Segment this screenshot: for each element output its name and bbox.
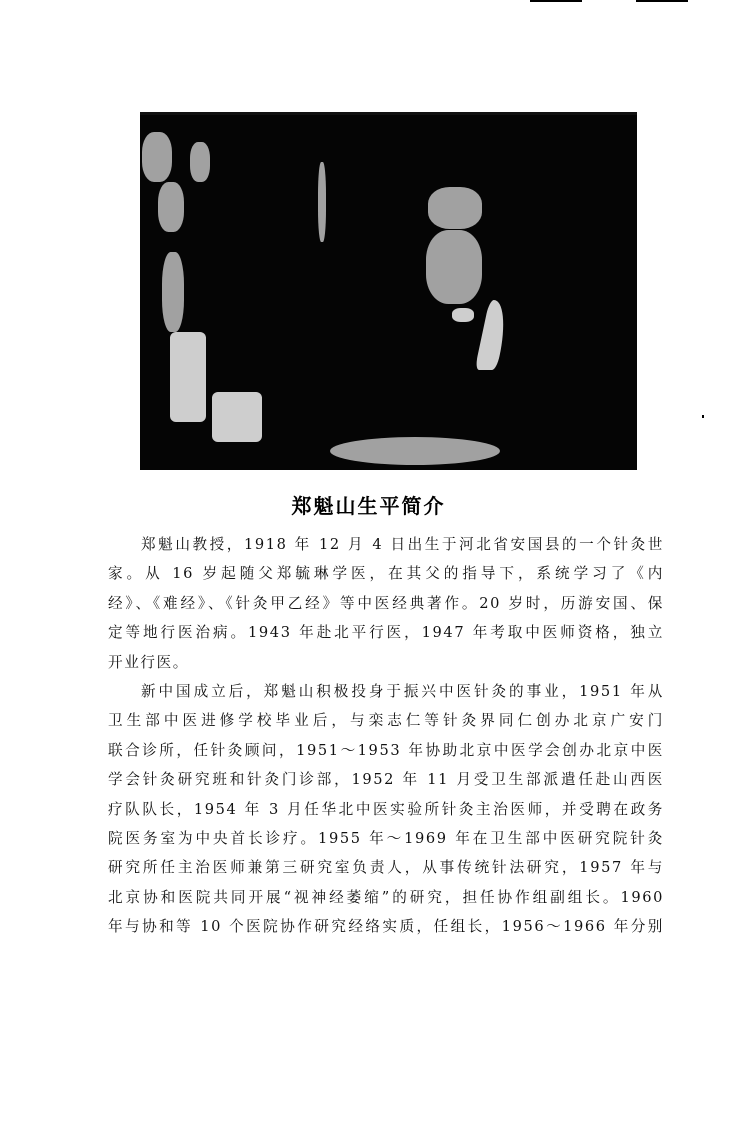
photo-top-edge [140,112,637,115]
text-line: 郑魁山教授，1918 年 12 月 4 日出生于河北省安国县的一个针灸世 [141,536,664,553]
text-line: 经》、《难经》、《针灸甲乙经》等中医经典著作。20 岁时，历游安国、保 [108,594,664,612]
text-line: 家。从 16 岁起随父郑毓琳学医，在其父的指导下，系统学习了《内 [108,565,664,583]
portrait-photo [140,112,637,470]
photo-highlight [190,142,210,182]
biography-body [108,530,664,941]
photo-face [428,187,482,229]
header-rule-right [636,0,688,2]
text-line: 疗队队长，1954 年 3 月任华北中医实验所针灸主治医师，并受聘在政务 [108,800,664,818]
text-line: 学会针灸研究班和针灸门诊部，1952 年 11 月受卫生部派遣任赴山西医 [108,771,664,789]
header-rule-left [530,0,582,2]
page-title: 郑魁山生平简介 [291,494,446,518]
photo-highlight [142,132,172,182]
scan-speck [702,415,704,418]
text-line: 联合诊所，任针灸顾问，1951～1953 年协助北京中医学会创办北京中医 [108,741,664,759]
text-line: 新中国成立后，郑魁山积极投身于振兴中医针灸的事业，1951 年从 [141,682,664,700]
text-line: 定等地行医治病。1943 年赴北平行医，1947 年考取中医师资格，独立 [108,624,664,642]
photo-highlight [212,392,262,442]
paragraph-2 [108,677,664,942]
paragraph-1 [108,530,664,677]
photo-highlight [170,332,206,422]
photo-highlight [318,162,326,242]
text-line: 年与协和等 10 个医院协作研究经络实质，任组长，1956～1966 年分别 [108,918,664,936]
text-line: 开业行医。 [108,653,189,671]
photo-collar [475,300,512,370]
photo-collar [452,308,474,322]
text-line: 卫生部中医进修学校毕业后，与栾志仁等针灸界同仁创办北京广安门 [108,712,664,730]
text-line: 研究所任主治医师兼第三研究室负责人，从事传统针法研究，1957 年与 [108,859,664,877]
photo-highlight [158,182,184,232]
photo-highlight [162,252,184,332]
photo-highlight [330,437,500,465]
text-line: 院医务室为中央首长诊疗。1955 年～1969 年在卫生部中医研究院针灸 [108,829,664,847]
text-line: 北京协和医院共同开展“视神经萎缩”的研究，担任协作组副组长。1960 [108,888,664,906]
photo-face [426,230,482,304]
